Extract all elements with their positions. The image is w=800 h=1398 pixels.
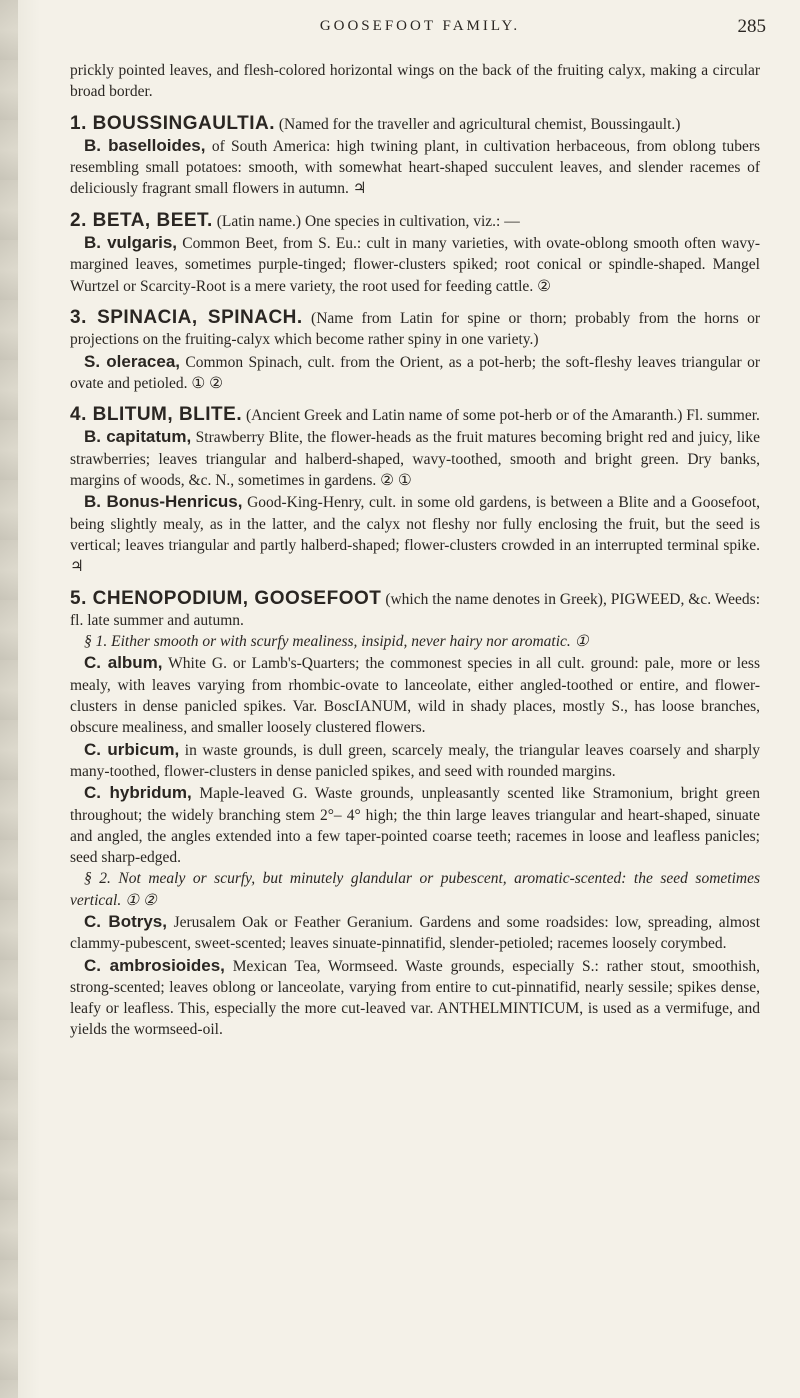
genus-heading: 1. BOUSSINGAULTIA. <box>70 112 275 134</box>
species-name: B. baselloides, <box>84 135 206 155</box>
genus-chenopodium <box>70 588 760 632</box>
genus-blitum <box>70 404 760 426</box>
species-description: in waste grounds, is dull green, scarcely mealy, the triangular leaves coarsely and sharply many-toothed, flower-clusters in dense panicled spikes, and seed with rounded margins. <box>70 741 760 780</box>
species-entry <box>70 491 760 577</box>
species-name: C. hybridum, <box>84 783 192 803</box>
intro-paragraph: prickly pointed leaves, and flesh-colored horizontal wings on the back of the fruiting calyx, making a circular broad border. <box>70 62 760 101</box>
genus-heading: 5. CHENOPODIUM, GOOSEFOOT <box>70 587 382 609</box>
species-entry <box>70 426 760 491</box>
page-number: 285 <box>737 16 766 37</box>
genus-note: (Named for the traveller and agricultural chemist, Boussingault.) <box>278 115 681 133</box>
species-name: B. Bonus-Henricus, <box>84 492 243 512</box>
species-name: S. oleracea, <box>84 351 180 371</box>
genus-note: (Latin name.) One species in cultivation, viz.: — <box>216 212 520 230</box>
species-name: C. Botrys, <box>84 911 167 931</box>
species-name: C. album, <box>84 653 163 673</box>
species-name: C. urbicum, <box>84 739 180 759</box>
species-entry <box>70 652 760 738</box>
page-header <box>60 12 780 52</box>
species-description: Common Beet, from S. Eu.: cult in many varieties, with ovate-oblong smooth often wavy-margined leaves, sometimes purple-tinged; flower-clusters spiked; root conical or spindle-shaped. Mangel Wurtzel or Scarcity-Root is a mere variety, the root used for feeding cattle. ② <box>70 235 761 295</box>
species-entry <box>70 135 760 200</box>
genus-note: (which the name denotes in Greek), PIGWEED, &c. Weeds: fl. late summer and autumn. <box>70 590 761 629</box>
genus-note: (Name from Latin for spine or thorn; probably from the horns or projections on the fruiting-calyx which become rather spiny in one variety.) <box>70 309 760 349</box>
species-description: Common Spinach, cult. from the Orient, as a pot-herb; the soft-fleshy leaves triangular or ovate and petioled. ① ② <box>70 353 760 392</box>
section-heading <box>70 631 760 652</box>
species-name: C. ambrosioides, <box>84 955 225 975</box>
species-description: Jerusalem Oak or Feather Geranium. Gardens and some roadsides: low, spreading, almost clammy-pubescent, sweet-scented; leaves sinuate-pinnatifid, slender-petioled; racemes loosely corymbed. <box>70 913 761 953</box>
species-description: Strawberry Blite, the flower-heads as the fruit matures becoming bright red and juicy, like strawberries; leaves triangular and halberd-shaped, wavy-toothed, smooth and bright green. Dry banks, margins of woods, &c. N., sometimes in gardens. ② ① <box>70 429 760 490</box>
section-heading <box>70 868 760 911</box>
species-entry <box>70 351 760 395</box>
page-binding-edge <box>0 0 18 1398</box>
page-text <box>70 60 760 1041</box>
section-text: § 1. Either smooth or with scurfy mealiness, insipid, never hairy nor aromatic. ① <box>84 633 589 651</box>
species-entry <box>70 232 760 297</box>
species-entry <box>70 955 760 1041</box>
species-entry <box>70 911 760 955</box>
species-entry <box>70 782 760 868</box>
species-description: Maple-leaved G. Waste grounds, unpleasantly scented like Stramonium, bright green throughout; the widely branching stem 2°– 4° high; the thin large leaves triangular and heart-shaped, sinuate and angled, the angles extended into a few taper-pointed coarse teeth; racemes in loose and leafless panicles; seed sharp-edged. <box>70 785 760 867</box>
genus-beta <box>70 210 760 232</box>
section-text: § 2. Not mealy or scurfy, but minutely glandular or pubescent, aromatic-scented: the seed sometimes vertical. ① ② <box>70 870 760 909</box>
running-head: GOOSEFOOT FAMILY. <box>319 18 521 34</box>
genus-heading: 4. BLITUM, BLITE. <box>70 404 243 426</box>
species-entry <box>70 739 760 783</box>
genus-note: (Ancient Greek and Latin name of some pot-herb or of the Amaranth.) Fl. summer. <box>245 407 760 425</box>
species-description: Mexican Tea, Wormseed. Waste grounds, especially S.: rather stout, smoothish, strong-scented; leaves oblong or lanceolate, varying from entire to cut-pinnatifid, nearly sessile; spikes dense, leafy or leafless. This, especially the more cut-leaved var. ANTHELMINTICUM, is used as a vermifuge, and yields the wormseed-oil. <box>70 957 761 1039</box>
species-name: B. vulgaris, <box>84 233 178 253</box>
species-description: Good-King-Henry, cult. in some old gardens, is between a Blite and a Goosefoot, being slightly mealy, as in the latter, and the calyx not fleshy nor fully enclosing the fruit, but the seed is vertical; leaves triangular and partly halberd-shaped; flower-clusters crowded in an interrupted terminal spike. ♃ <box>70 494 760 576</box>
species-description: of South America: high twining plant, in cultivation herbaceous, from oblong tubers resembling small potatoes: smooth, with somewhat heart-shaped succulent leaves, and slender racemes of deliciously fragrant small flowers in autumn. ♃ <box>70 137 761 198</box>
genus-heading: 2. BETA, BEET. <box>70 209 213 231</box>
species-name: B. capitatum, <box>84 427 192 447</box>
species-description: White G. or Lamb's-Quarters; the commonest species in all cult. ground: pale, more or less mealy, with leaves varying from rhombic-ovate to lanceolate, either angled-toothed or entire, and flower-clusters in dense panicled spikes. Var. BoscIANUM, wild in shady places, mostly S., has loose branches, obscure mealiness, and smaller loosely clustered flowers. <box>70 655 760 737</box>
genus-spinacia <box>70 307 760 351</box>
genus-boussingaultia <box>70 113 760 135</box>
genus-heading: 3. SPINACIA, SPINACH. <box>70 306 303 328</box>
